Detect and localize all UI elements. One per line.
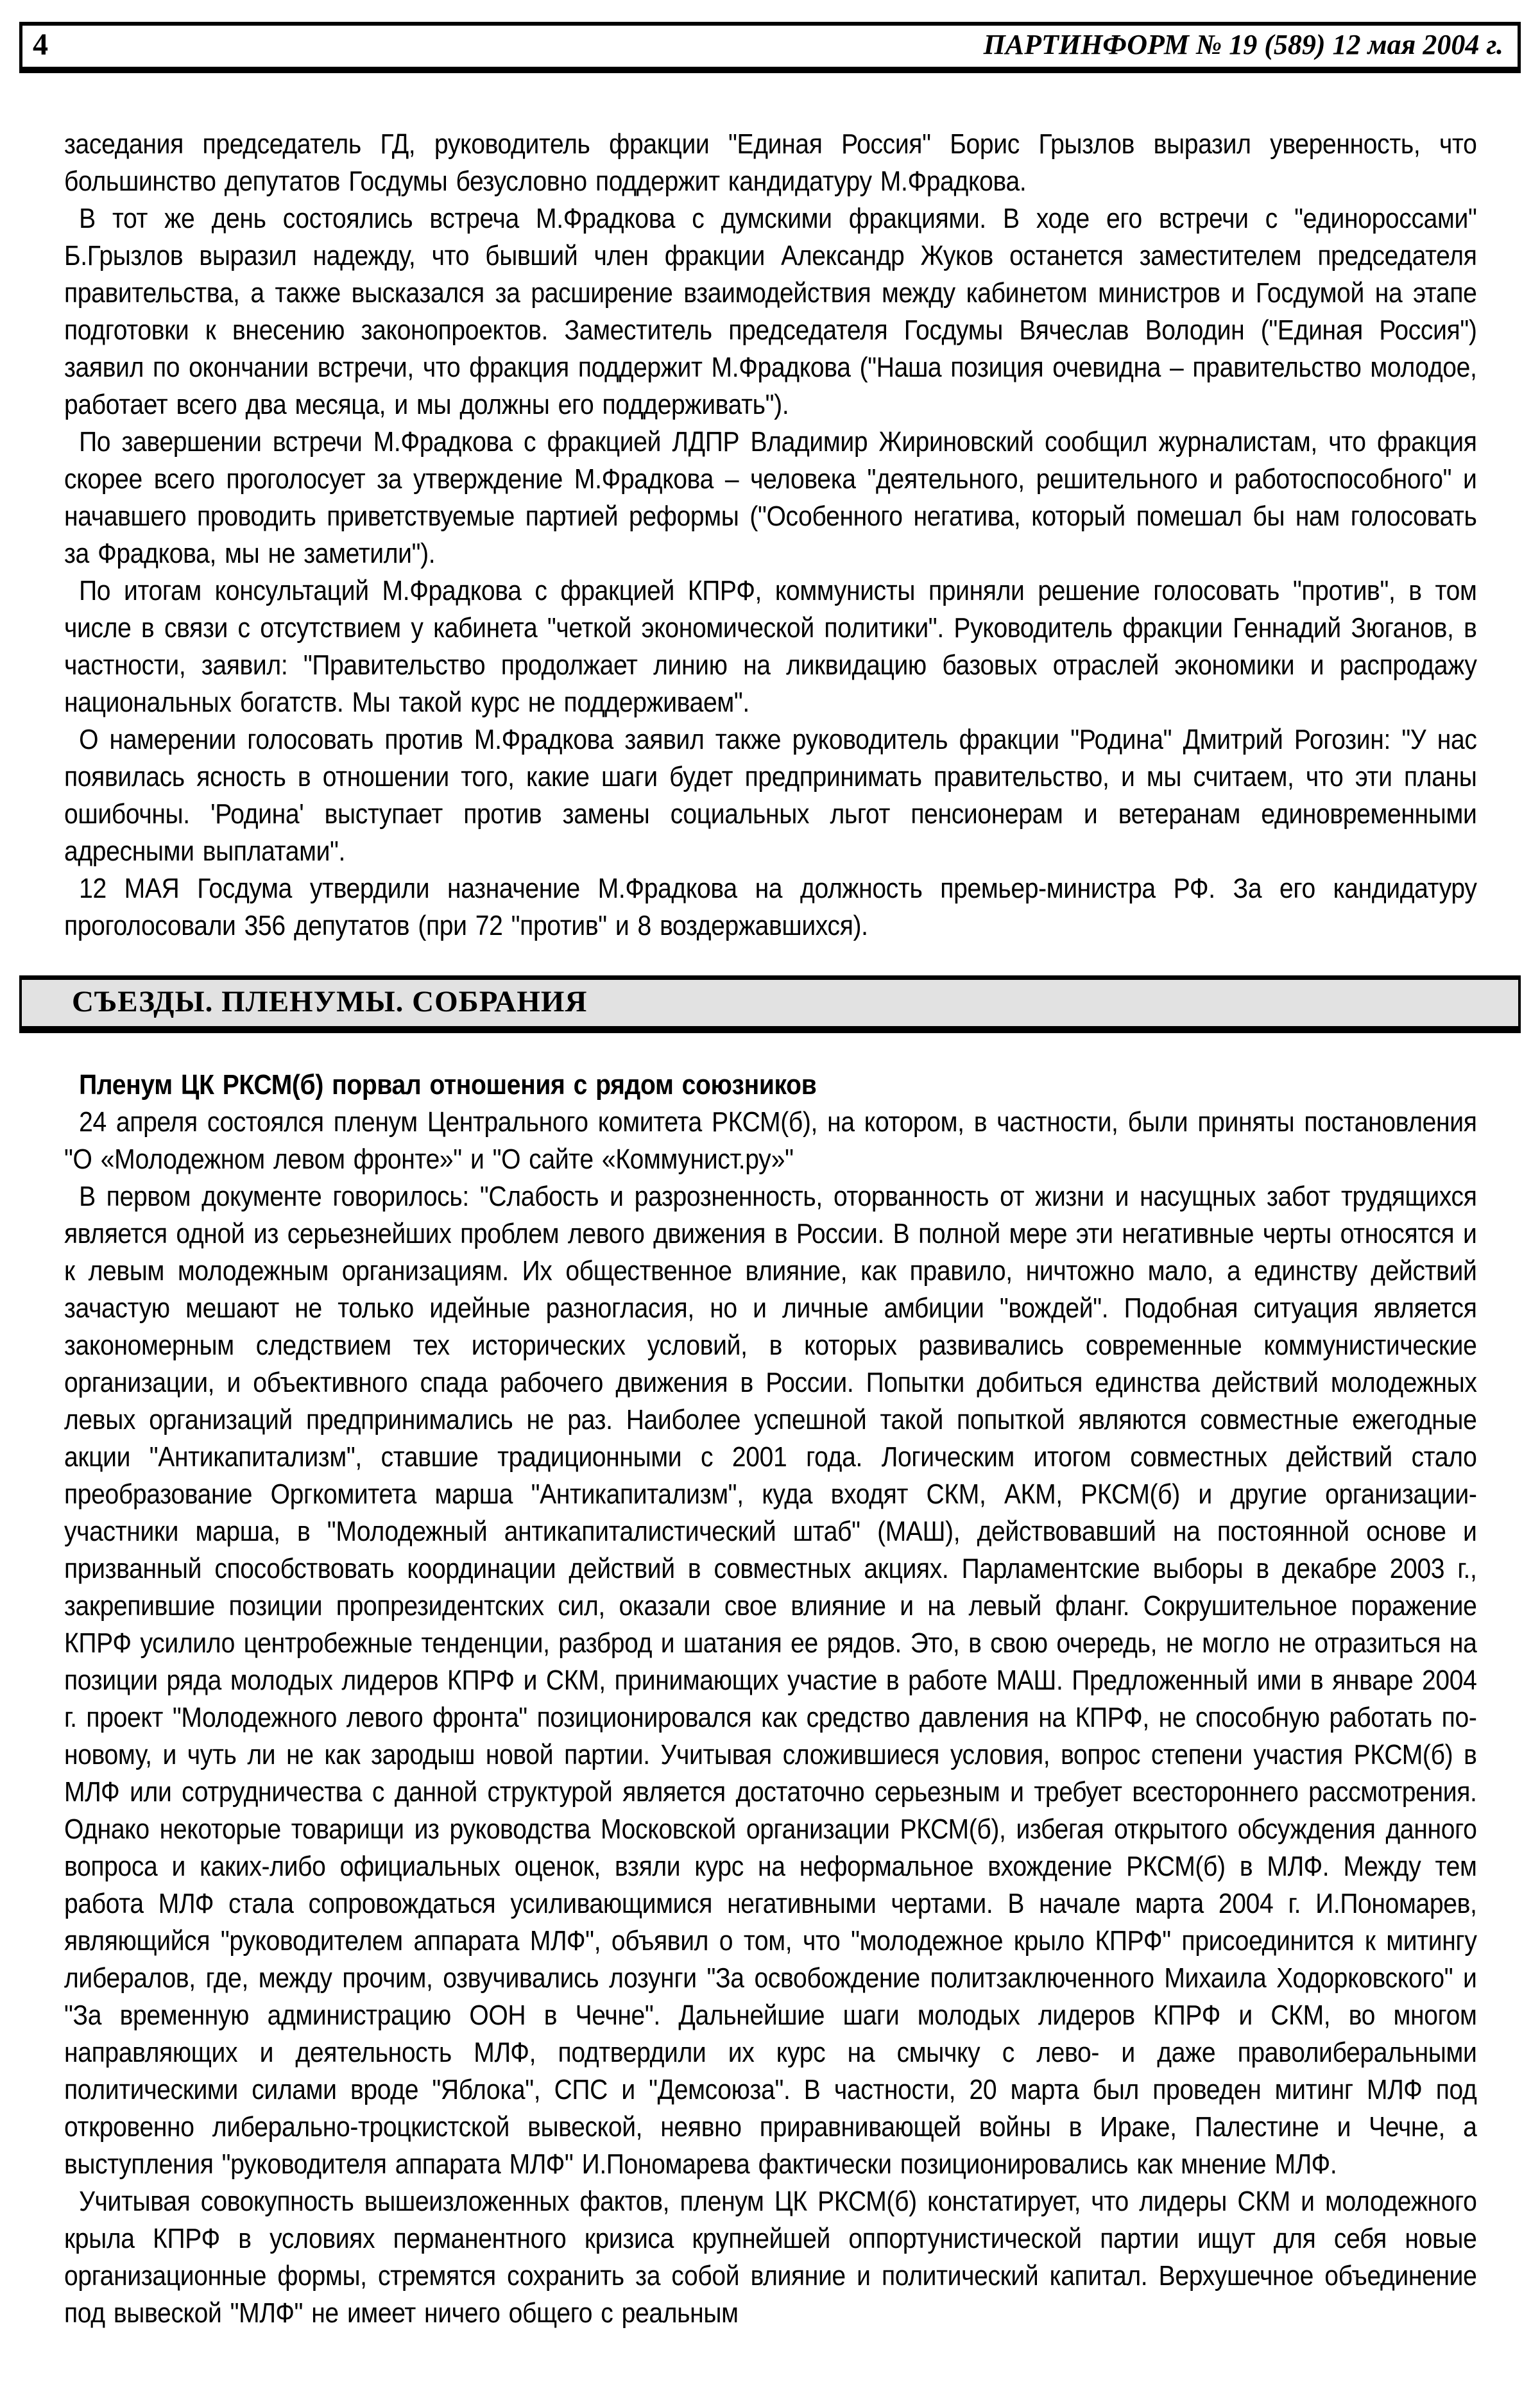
page-header	[19, 22, 1521, 73]
page-number: 4	[33, 28, 48, 62]
body-paragraph: По итогам консультаций М.Фрадкова с фракцией КПРФ, коммунисты приняли решение голосовать "против", в том числе в связи с отсутствием у кабинета "четкой экономической политики". Руководитель фракции Геннадий Зюганов, в частности, заявил: "Правительство продолжает линию на ликвидацию базовых отраслей экономики и распродажу национальных богатств. Мы такой курс не поддерживаем".	[64, 575, 1477, 718]
body-paragraph: В первом документе говорилось: "Слабость и разрозненность, оторванность от жизни и насущных забот трудящихся является одной из серьезнейших проблем левого движения в России. В полной мере эти негативные черты относятся и к левым молодежным организациям. Их общественное влияние, как правило, ничтожно мало, а единству действий зачастую мешают не только идейные разногласия, но и личные амбиции "вождей". Подобная ситуация является закономерным следствием тех исторических условий, в которых развивались современные коммунистические организации, и объективного спада рабочего движения в России. Попытки добиться единства действий молодежных левых организаций предпринимались не раз. Наиболее успешной такой попыткой являются совместные ежегодные акции "Антикапитализм", ставшие традиционными с 2001 года. Логическим итогом совместных действий стало преобразование Оргкомитета марша "Антикапитализм", куда входят СКМ, АКМ, РКСМ(б) и другие организации-участники марша, в "Молодежный антикапиталистический штаб" (МАШ), действовавший на постоянной основе и призванный способствовать координации действий в совместных акциях. Парламентские выборы в декабре 2003 г., закрепившие позиции пропрезидентских сил, оказали свое влияние и на левый фланг. Сокрушительное поражение КПРФ усилило центробежные тенденции, разброд и шатания ее рядов. Это, в свою очередь, не могло не отразиться на позиции ряда молодых лидеров КПРФ и СКМ, принимающих участие в работе МАШ. Предложенный ими в январе 2004 г. проект "Молодежного левого фронта" позиционировался как средство давления на КПРФ, не способную работать по-новому, и чуть ли не как зародыш новой партии. Учитывая сложившиеся условия, вопрос степени участия РКСМ(б) в МЛФ или сотрудничества с данной структурой является достаточно серьезным и требует всестороннего рассмотрения. Однако некоторые товарищи из руководства Московской организации РКСМ(б), избегая открытого обсуждения данного вопроса и каких-либо официальных оценок, взяли курс на неформальное вхождение РКСМ(б) в МЛФ. Между тем работа МЛФ стала сопровождаться усиливающимися негативными чертами. В начале марта 2004 г. И.Пономарев, являющийся "руководителем аппарата МЛФ", объявил о том, что "молодежное крыло КПРФ" присоединится к митингу либералов, где, между прочим, озвучивались лозунги "За освобождение политзаключенного Михаила Ходорковского" и "За временную администрацию ООН в Чечне". Дальнейшие шаги молодых лидеров КПРФ и СКМ, во многом направляющих и деятельность МЛФ, подтвердили их курс на смычку с лево- и даже праволиберальными политическими силами вроде "Яблока", СПС и "Демсоюза". В частности, 20 марта был проведен митинг МЛФ под откровенно либерально-троцкистской вывеской, неявно приравнивающей войны в Ираке, Палестине и Чечне, а выступления "руководителя аппарата МЛФ" И.Пономарева фактически позиционировались как мнение МЛФ.	[64, 1181, 1477, 2180]
lead-section	[64, 126, 1476, 945]
page-content	[19, 126, 1521, 2332]
body-paragraph: 12 МАЯ Госдума утвердили назначение М.Фрадкова на должность премьер-министра РФ. За его кандидатуру проголосовали 356 депутатов (при 72 "против" и 8 воздержавшихся).	[64, 873, 1477, 941]
body-paragraph: заседания председатель ГД, руководитель фракции "Единая Россия" Борис Грызлов выразил уверенность, что большинство депутатов Госдумы безусловно поддержит кандидатуру М.Фрадкова.	[64, 128, 1477, 197]
body-paragraph: В тот же день состоялись встреча М.Фрадкова с думскими фракциями. В ходе его встречи с "единороссами" Б.Грызлов выразил надежду, что бывший член фракции Александр Жуков останется заместителем председателя правительства, а также высказался за расширение взаимодействия между кабинетом министров и Госдумой на этапе подготовки к внесению законопроектов. Заместитель председателя Госдумы Вячеслав Володин ("Единая Россия") заявил по окончании встречи, что фракция поддержит М.Фрадкова ("Наша позиция очевидна – правительство молодое, работает всего два месяца, и мы должны его поддерживать").	[64, 203, 1477, 420]
article-section	[64, 1067, 1476, 2332]
body-paragraph: 24 апреля состоялся пленум Центрального комитета РКСМ(б), на котором, в частности, были приняты постановления "О «Молодежном левом фронте»" и "О сайте «Коммунист.ру»"	[64, 1106, 1477, 1175]
body-paragraph: Учитывая совокупность вышеизложенных фактов, пленум ЦК РКСМ(б) констатирует, что лидеры СКМ и молодежного крыла КПРФ в условиях перманентного кризиса крупнейшей оппортунистической партии ищут для себя новые организационные формы, стремятся сохранить за собой влияние и политический капитал. Верхушечное объединение под вывеской "МЛФ" не имеет ничего общего с реальным	[64, 2186, 1477, 2329]
body-paragraph: По завершении встречи М.Фрадкова с фракцией ЛДПР Владимир Жириновский сообщил журналистам, что фракция скорее всего проголосует за утверждение М.Фрадкова – человека "деятельного, решительного и работоспособного" и начавшего проводить приветствуемые партией реформы ("Особенного негатива, который помешал бы нам голосовать за Фрадкова, мы не заметили").	[64, 426, 1477, 569]
body-paragraph: О намерении голосовать против М.Фрадкова заявил также руководитель фракции "Родина" Дмитрий Рогозин: "У нас появилась ясность в отношении того, какие шаги будет предпринимать правительство, и мы считаем, что эти планы ошибочны. 'Родина' выступает против замены социальных льгот пенсионерам и ветеранам единовременными адресными выплатами".	[64, 724, 1477, 867]
section-banner: СЪЕЗДЫ. ПЛЕНУМЫ. СОБРАНИЯ	[19, 975, 1521, 1033]
article-title: Пленум ЦК РКСМ(б) порвал отношения с рядом союзников	[79, 1069, 817, 1101]
journal-header-title: ПАРТИНФОРМ № 19 (589) 12 мая 2004 г.	[983, 29, 1503, 60]
